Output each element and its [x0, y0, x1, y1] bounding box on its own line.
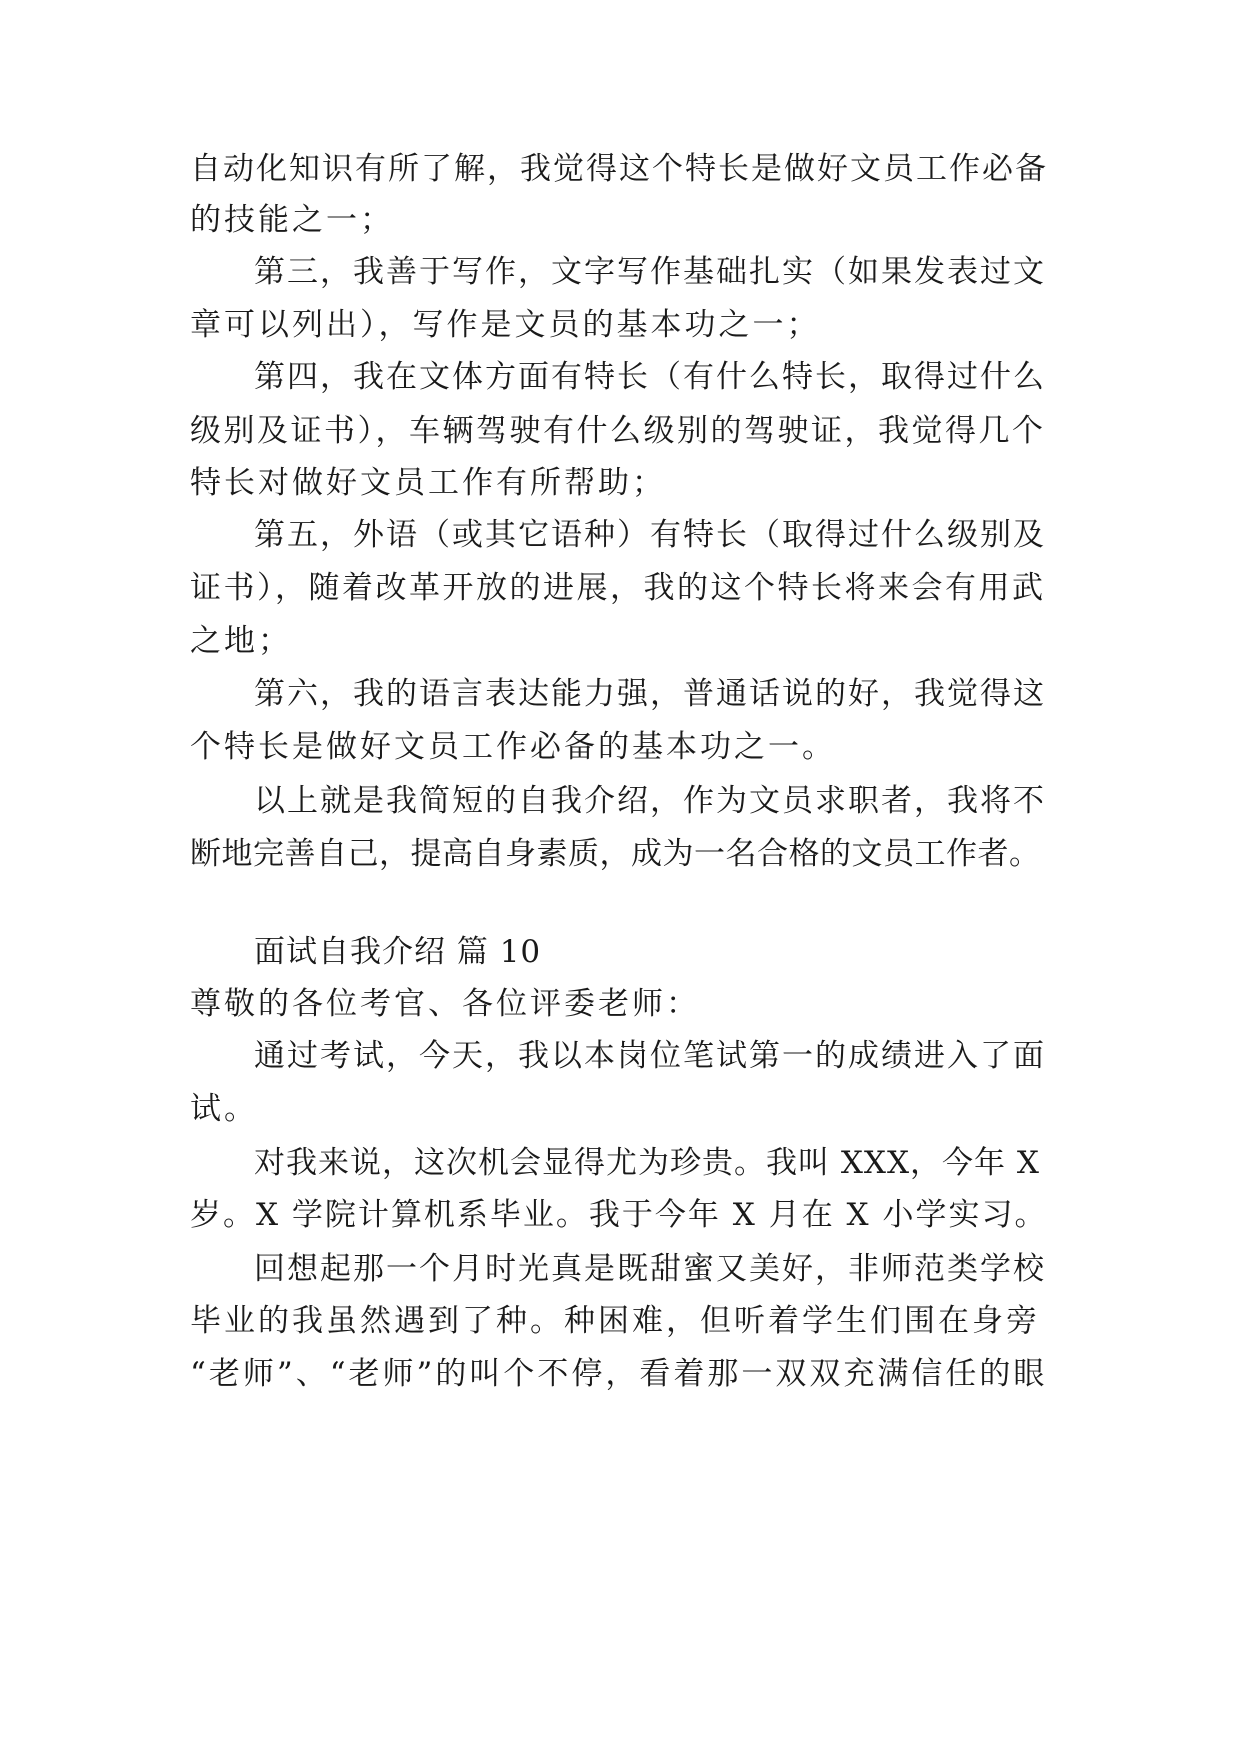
text-line: 回想起那一个月时光真是既甜蜜又美好，非师范类学校 [254, 1251, 1046, 1287]
text-line: 之地； [190, 623, 292, 659]
section-heading: 面试自我介绍 篇 10 [254, 934, 542, 970]
text-line: 岁。X 学院计算机系毕业。我于今年 X 月在 X 小学实习。 [190, 1197, 1048, 1233]
text-line: 个特长是做好文员工作必备的基本功之一。 [190, 729, 836, 765]
text-line: 第六，我的语言表达能力强，普通话说的好，我觉得这 [254, 676, 1046, 712]
text-line: 断地完善自己，提高自身素质，成为一名合格的文员工作者。 [190, 836, 1041, 872]
salutation: 尊敬的各位考官、各位评委老师： [190, 986, 700, 1022]
text-line: 第四，我在文体方面有特长（有什么特长，取得过什么 [254, 359, 1046, 395]
text-line: 的技能之一； [190, 202, 394, 238]
text-line: 对我来说，这次机会显得尤为珍贵。我叫 XXX，今年 X [254, 1145, 1040, 1181]
text-line: 证书），随着改革开放的进展，我的这个特长将来会有用武 [190, 570, 1046, 606]
text-line: 通过考试，今天，我以本岗位笔试第一的成绩进入了面 [254, 1038, 1046, 1074]
text-line: 毕业的我虽然遇到了种。种困难，但听着学生们围在身旁 [190, 1303, 1040, 1339]
text-line: “老师”、“老师”的叫个不停，看着那一双双充满信任的眼 [190, 1356, 1048, 1392]
text-line: 试。 [190, 1091, 258, 1127]
text-line: 特长对做好文员工作有所帮助； [190, 465, 666, 501]
text-line: 级别及证书），车辆驾驶有什么级别的驾驶证，我觉得几个 [190, 413, 1046, 449]
text-line: 第五，外语（或其它语种）有特长（取得过什么级别及 [254, 517, 1046, 553]
text-line: 自动化知识有所了解，我觉得这个特长是做好文员工作必备 [190, 151, 1048, 187]
text-line: 第三，我善于写作，文字写作基础扎实（如果发表过文 [254, 254, 1046, 290]
text-line: 章可以列出），写作是文员的基本功之一； [190, 307, 821, 343]
text-line: 以上就是我简短的自我介绍，作为文员求职者，我将不 [254, 783, 1046, 819]
